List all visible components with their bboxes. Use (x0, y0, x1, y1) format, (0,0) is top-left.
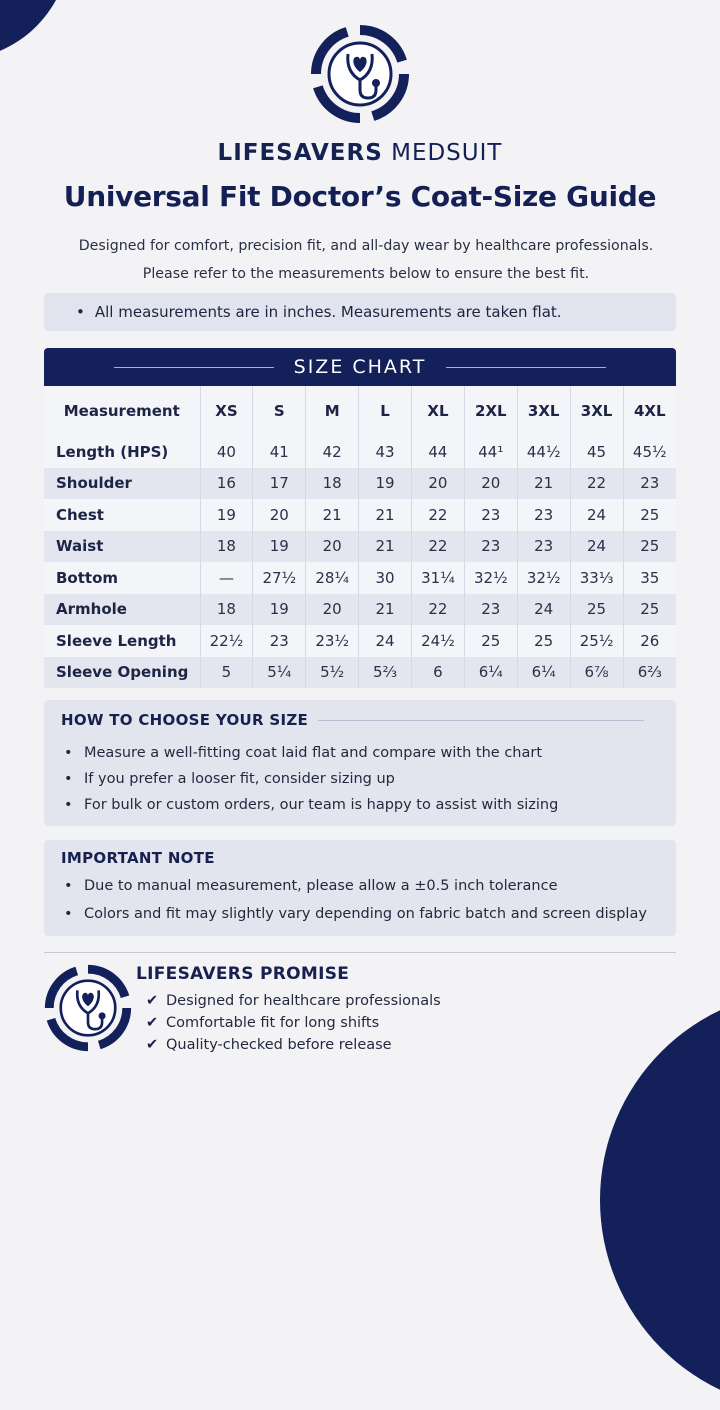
list-item-text: Quality-checked before release (166, 1037, 392, 1053)
table-cell: 23 (464, 531, 517, 563)
important-note-panel (44, 840, 676, 936)
brand-name-light: MEDSUIT (391, 140, 503, 166)
table-cell: 20 (464, 468, 517, 500)
how-to-choose-panel (44, 700, 676, 826)
table-cell: 41 (253, 436, 306, 468)
table-cell: 22 (412, 499, 465, 531)
table-cell: 33⅓ (570, 562, 623, 594)
table-cell: 23 (253, 625, 306, 657)
table-cell: 21 (359, 531, 412, 563)
table-cell: 32½ (464, 562, 517, 594)
table-cell: 43 (359, 436, 412, 468)
table-cell: 5½ (306, 657, 359, 689)
table-cell: 23 (517, 499, 570, 531)
column-header-size: 3XL (517, 386, 570, 436)
table-cell: 22 (412, 531, 465, 563)
bullet-icon: • (64, 797, 73, 813)
table-cell: 25 (464, 625, 517, 657)
column-header-size: 4XL (633, 402, 666, 420)
table-cell: 21 (359, 594, 412, 626)
table-cell: 42 (306, 436, 359, 468)
list-item-text: If you prefer a looser fit, consider sizing up (84, 771, 395, 787)
row-label: Length (HPS) (44, 436, 200, 468)
row-label: Waist (44, 531, 200, 563)
table-cell: 23 (623, 468, 676, 500)
table-cell: 19 (253, 594, 306, 626)
table-row (44, 657, 676, 689)
list-item (64, 792, 676, 818)
table-cell: 28¼ (306, 562, 359, 594)
table-row (44, 594, 676, 626)
row-label: Sleeve Length (44, 625, 200, 657)
table-cell: 22 (412, 594, 465, 626)
list-item (64, 766, 676, 792)
table-cell: 20 (253, 499, 306, 531)
promise-section (136, 964, 441, 1056)
table-cell: 16 (200, 468, 253, 500)
list-item (64, 740, 676, 766)
bullet-icon: • (64, 745, 73, 761)
list-item-text: Comfortable fit for long shifts (166, 1015, 380, 1031)
stethoscope-heart-logo-icon (310, 24, 410, 124)
table-row (44, 499, 676, 531)
table-cell: 31¼ (412, 562, 465, 594)
table-cell: 19 (200, 499, 253, 531)
important-note-heading (44, 840, 676, 866)
table-cell: 6¼ (517, 657, 570, 689)
table-cell: 21 (306, 499, 359, 531)
table-cell: 27½ (253, 562, 306, 594)
table-cell: 5 (200, 657, 253, 689)
how-to-choose-title: HOW TO CHOOSE YOUR SIZE (61, 711, 309, 729)
subtitle-line-1: Designed for comfort, precision fit, and all-day wear by healthcare professionals. (78, 238, 654, 254)
row-label: Chest (44, 499, 200, 531)
list-item-text: Colors and fit may slightly vary depending on fabric batch and screen display (84, 906, 647, 922)
list-item-text: Due to manual measurement, please allow a ±0.5 inch tolerance (84, 878, 558, 894)
list-item-text: For bulk or custom orders, our team is happy to assist with sizing (84, 797, 559, 813)
column-header-size: S (253, 386, 306, 436)
column-header-size: XS (200, 386, 253, 436)
stethoscope-heart-logo-icon (44, 964, 132, 1052)
table-cell: 6¼ (464, 657, 517, 689)
table-cell: 44¹ (464, 436, 517, 468)
table-cell: 25 (623, 531, 676, 563)
table-cell: 6⅞ (570, 657, 623, 689)
table-row (44, 531, 676, 563)
table-cell: 19 (359, 468, 412, 500)
important-note-title: IMPORTANT NOTE (61, 849, 215, 867)
header-rule-right (446, 367, 606, 368)
table-cell: 6⅔ (623, 657, 676, 689)
measurement-note (44, 293, 676, 331)
table-cell: 25 (623, 594, 676, 626)
table-cell: 23 (464, 594, 517, 626)
table-cell: — (200, 562, 253, 594)
list-item-text: Designed for healthcare professionals (166, 993, 441, 1009)
table-row (44, 625, 676, 657)
bullet-icon: • (76, 303, 85, 321)
table-row (44, 436, 676, 468)
table-cell: 17 (253, 468, 306, 500)
size-chart-header (44, 348, 676, 386)
row-label: Bottom (44, 562, 200, 594)
table-cell: 45½ (632, 442, 667, 461)
table-cell: 22 (570, 468, 623, 500)
table-cell: 20 (412, 468, 465, 500)
table-cell: 18 (200, 531, 253, 563)
size-chart-table (44, 386, 676, 688)
list-item (64, 900, 676, 928)
table-cell: 25 (570, 594, 623, 626)
table-cell: 40 (200, 436, 253, 468)
table-cell: 30 (359, 562, 412, 594)
list-item (146, 990, 441, 1012)
list-item (146, 1012, 441, 1034)
list-item (64, 872, 676, 900)
table-cell: 26 (640, 631, 660, 650)
table-cell: 23 (517, 531, 570, 563)
column-header-size: 3XL (570, 386, 623, 436)
table-cell: 44½ (517, 436, 570, 468)
list-item (146, 1034, 441, 1056)
table-cell: 24 (517, 594, 570, 626)
check-icon: ✔ (146, 1037, 159, 1053)
bullet-icon: • (64, 906, 73, 922)
bullet-icon: • (64, 771, 73, 787)
column-header-size: M (306, 386, 359, 436)
brand-name-bold: LIFESAVERS (217, 140, 383, 166)
table-cell: 6 (412, 657, 465, 689)
table-cell: 5¼ (253, 657, 306, 689)
row-label: Shoulder (44, 468, 200, 500)
table-cell: 18 (306, 468, 359, 500)
table-cell: 18 (200, 594, 253, 626)
how-to-choose-heading (44, 700, 676, 728)
list-item-text: Measure a well-fitting coat laid flat and compare with the chart (84, 745, 543, 761)
promise-title: LIFESAVERS PROMISE (136, 964, 350, 984)
column-header-measurement: Measurement (44, 386, 200, 436)
table-cell: 25 (640, 505, 660, 524)
header-rule-left (114, 367, 274, 368)
promise-list (146, 990, 441, 1056)
check-icon: ✔ (146, 993, 159, 1009)
table-cell: 5⅔ (359, 657, 412, 689)
table-cell: 35 (640, 568, 660, 587)
column-header-size: 2XL (464, 386, 517, 436)
table-row (44, 562, 676, 594)
table-cell: 23 (464, 499, 517, 531)
brand-name (0, 140, 720, 166)
table-header-row (44, 386, 676, 436)
column-header-size: L (359, 386, 412, 436)
size-chart-title: SIZE CHART (293, 356, 427, 378)
section-divider (44, 952, 676, 953)
table-row (44, 468, 676, 500)
table-cell: 19 (253, 531, 306, 563)
table-cell: 25 (517, 625, 570, 657)
table-cell: 44 (412, 436, 465, 468)
table-cell: 45 (570, 436, 623, 468)
table-cell: 24½ (412, 625, 465, 657)
check-icon: ✔ (146, 1015, 159, 1031)
table-cell: 25½ (570, 625, 623, 657)
heading-rule (318, 720, 644, 721)
table-cell: 21 (517, 468, 570, 500)
row-label: Sleeve Opening (44, 657, 200, 689)
table-cell: 23½ (306, 625, 359, 657)
table-cell: 24 (359, 625, 412, 657)
table-cell: 24 (570, 531, 623, 563)
column-header-size: XL (412, 386, 465, 436)
bullet-icon: • (64, 878, 73, 894)
how-to-choose-list (44, 740, 676, 818)
important-note-list (44, 872, 676, 928)
table-cell: 24 (570, 499, 623, 531)
page-subtitle (30, 232, 702, 288)
row-label: Armhole (44, 594, 200, 626)
table-cell: 21 (359, 499, 412, 531)
table-cell: 22½ (200, 625, 253, 657)
table-cell: 32½ (517, 562, 570, 594)
table-cell: 20 (306, 531, 359, 563)
table-cell: 20 (306, 594, 359, 626)
measurement-note-text: All measurements are in inches. Measurements are taken flat. (94, 303, 562, 321)
subtitle-line-2: Please refer to the measurements below to ensure the best fit. (142, 266, 590, 282)
page-title: Universal Fit Doctor’s Coat-Size Guide (63, 180, 657, 213)
